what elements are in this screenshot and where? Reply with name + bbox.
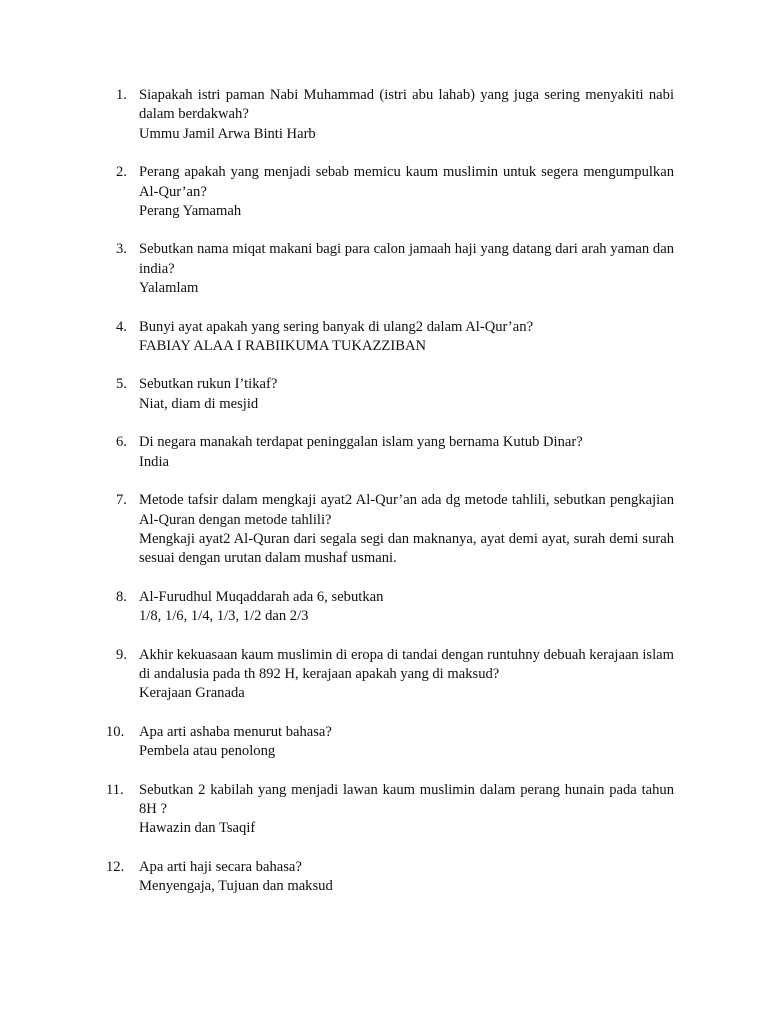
answer-text: Mengkaji ayat2 Al-Quran dari segala segi dan maknanya, ayat demi ayat, surah demi surah sesuai dengan urutan dalam mushaf usmani. (139, 530, 674, 567)
item-body (139, 375, 674, 414)
answer-text: Niat, diam di mesjid (139, 395, 259, 412)
item-number: 8. (116, 588, 127, 605)
answer-text: Pembela atau penolong (139, 743, 276, 760)
question-text: Sebutkan rukun I’tikaf? (139, 376, 278, 393)
item-number: 9. (116, 646, 127, 663)
item-body (139, 433, 674, 472)
question-text: Siapakah istri paman Nabi Muhammad (istri abu lahab) yang juga sering menyakiti nabi dalam berdakwah? (139, 87, 674, 123)
list-item (106, 433, 674, 472)
answer-text: Yalamlam (139, 280, 199, 297)
list-item (106, 858, 674, 897)
answer-text: India (139, 453, 169, 470)
question-text: Sebutkan 2 kabilah yang menjadi lawan kaum muslimin dalam perang hunain pada tahun 8H ? (139, 781, 674, 817)
item-body (139, 723, 674, 762)
question-text: Apa arti haji secara bahasa? (139, 858, 302, 875)
item-number: 2. (116, 164, 127, 181)
question-answer-list (106, 86, 674, 916)
question-text: Sebutkan nama miqat makani bagi para calon jamaah haji yang datang dari arah yaman dan india? (139, 241, 674, 277)
answer-text: Perang Yamamah (139, 203, 242, 220)
item-body (139, 491, 674, 569)
question-text: Bunyi ayat apakah yang sering banyak di ulang2 dalam Al-Qur’an? (139, 318, 534, 335)
item-number: 6. (116, 434, 127, 451)
list-item (106, 491, 674, 569)
answer-text: Menyengaja, Tujuan dan maksud (139, 878, 333, 895)
item-number: 5. (116, 376, 127, 393)
question-text: Di negara manakah terdapat peninggalan islam yang bernama Kutub Dinar? (139, 434, 583, 451)
item-number: 12. (106, 858, 125, 875)
answer-text: Hawazin dan Tsaqif (139, 820, 256, 837)
item-body (139, 163, 674, 221)
list-item (106, 588, 674, 627)
item-number: 3. (116, 241, 127, 258)
item-body (139, 588, 674, 627)
item-body (139, 86, 674, 144)
item-number: 10. (106, 723, 125, 740)
item-number: 7. (116, 492, 127, 509)
list-item (106, 375, 674, 414)
item-body (139, 646, 674, 704)
item-number: 1. (116, 87, 127, 103)
item-number: 4. (116, 318, 127, 335)
question-text: Al-Furudhul Muqaddarah ada 6, sebutkan (139, 588, 384, 605)
item-body (139, 781, 674, 839)
answer-text: Kerajaan Granada (139, 685, 245, 702)
item-body (139, 858, 674, 897)
list-item (106, 240, 674, 298)
question-text: Perang apakah yang menjadi sebab memicu kaum muslimin untuk segera mengumpulkan Al-Qur’an? (139, 164, 674, 200)
list-item (106, 318, 674, 357)
answer-text: FABIAY ALAA I RABIIKUMA TUKAZZIBAN (139, 338, 427, 355)
item-number: 11. (106, 781, 124, 798)
item-body (139, 240, 674, 298)
list-item (106, 163, 674, 221)
item-body (139, 318, 674, 357)
list-item (106, 646, 674, 704)
list-item (106, 86, 674, 144)
question-text: Apa arti ashaba menurut bahasa? (139, 723, 332, 740)
list-item (106, 781, 674, 839)
question-text: Akhir kekuasaan kaum muslimin di eropa di tandai dengan runtuhny debuah kerajaan islam di andalusia pada th 892 H, kerajaan apakah yang di maksud? (139, 646, 674, 682)
answer-text: 1/8, 1/6, 1/4, 1/3, 1/2 dan 2/3 (139, 608, 309, 625)
answer-text: Ummu Jamil Arwa Binti Harb (139, 125, 316, 142)
list-item (106, 723, 674, 762)
question-text: Metode tafsir dalam mengkaji ayat2 Al-Qur’an ada dg metode tahlili, sebutkan pengkajian Al-Quran dengan metode tahlili? (139, 492, 674, 528)
